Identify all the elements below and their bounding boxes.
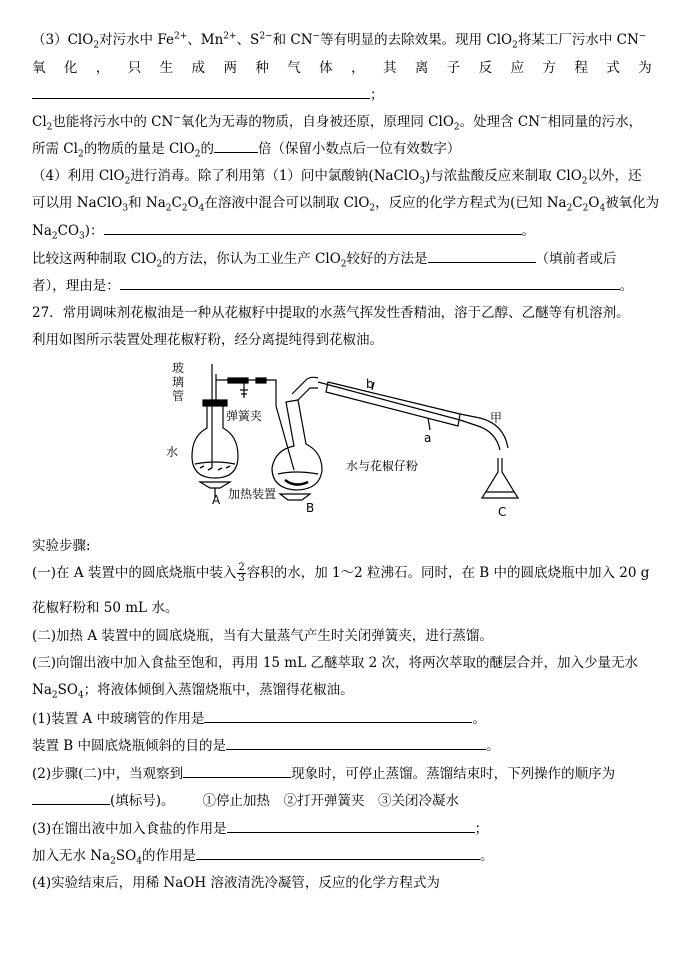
question-1 xyxy=(32,708,486,729)
char: 离 xyxy=(414,60,429,76)
text: （4）利用 ClO xyxy=(32,168,125,184)
subscript: 2 xyxy=(77,149,84,160)
label-glass-tube-2: 璃 xyxy=(172,375,185,389)
pepper-powder xyxy=(285,480,308,485)
text: (2)步骤(二)中，当观察到 xyxy=(32,766,184,782)
subscript: 4 xyxy=(599,203,606,214)
char: 生 xyxy=(159,60,174,76)
text: ； xyxy=(474,821,489,837)
text: 。 xyxy=(479,848,494,864)
text: O xyxy=(187,195,199,211)
text: 相同量的污水， xyxy=(547,114,643,130)
step1-line1 xyxy=(32,563,649,584)
step1-line2: 花椒籽粉和 50 mL 水。 xyxy=(32,600,179,616)
answer-blank[interactable] xyxy=(196,845,480,860)
text: 、Mn xyxy=(187,32,224,48)
text: 。 xyxy=(521,223,536,239)
adapter-b xyxy=(298,388,318,400)
text: C xyxy=(572,195,583,211)
text: 。处理含 CN xyxy=(459,114,541,130)
answer-blank[interactable] xyxy=(226,735,486,750)
char: 反 xyxy=(478,60,493,76)
label-c: C xyxy=(498,505,507,519)
char: 成 xyxy=(191,60,206,76)
question-2 xyxy=(32,763,615,784)
text: 所需 Cl xyxy=(32,141,78,157)
text: 的作用是 xyxy=(141,848,196,864)
superscript: − xyxy=(540,113,548,124)
q26-compare-line2 xyxy=(32,275,633,296)
text: 氧化为无毒的物质，自身被还原，原理同 ClO xyxy=(180,114,454,130)
text: 、S xyxy=(236,32,260,48)
char: 化 xyxy=(63,60,78,76)
label-b: B xyxy=(306,501,315,515)
text: CO xyxy=(57,223,80,239)
q26-part4-line2 xyxy=(32,193,659,213)
question-2-line2 xyxy=(32,790,459,811)
question-1b xyxy=(32,735,500,756)
q26-cl2-line2 xyxy=(32,138,460,159)
water-line-a xyxy=(195,462,235,464)
subscript: 2 xyxy=(566,203,573,214)
label-a: A xyxy=(212,493,221,507)
text: 的 xyxy=(200,141,214,157)
text: 倍（保留小数点后一位有效数字） xyxy=(257,141,461,157)
answer-blank[interactable] xyxy=(183,763,291,778)
superscript: 2+ xyxy=(173,31,188,42)
char: 其 xyxy=(382,60,397,76)
char: 氧 xyxy=(32,60,46,76)
text: 在溶液中混合可以制取 ClO xyxy=(204,195,370,211)
flask-a-stopper xyxy=(203,400,227,406)
text: 的物质的量是 ClO xyxy=(83,141,195,157)
text: 。 xyxy=(486,738,500,754)
q26-part3-justified-line xyxy=(32,58,652,78)
spring-clip-left xyxy=(228,378,248,383)
subscript: 3 xyxy=(419,176,426,187)
text: (1)装置 A 中玻璃管的作用是 xyxy=(32,711,205,727)
boiling-stones xyxy=(200,466,230,470)
q26-cl2-line1 xyxy=(32,112,642,132)
superscript: − xyxy=(312,31,321,42)
text: 的方法，你认为工业生产 ClO xyxy=(162,251,341,267)
subscript: 2 xyxy=(165,203,172,214)
question-3 xyxy=(32,818,488,839)
text: 和 Na xyxy=(128,195,166,211)
water-line-b xyxy=(278,472,318,474)
q26-part3-line1 xyxy=(32,30,646,50)
answer-blank[interactable] xyxy=(32,84,370,99)
text: (3)在馏出液中加入食盐的作用是 xyxy=(32,821,227,837)
subscript: 2 xyxy=(124,176,131,187)
char: 只 xyxy=(127,60,142,76)
text: 容积的水，加 1～2 粒沸石。同时，在 B 中的圆底烧瓶中加入 20 g xyxy=(246,565,650,581)
text: 装置 B 中圆底烧瓶倾斜的目的是 xyxy=(32,738,227,754)
spring-clip-right xyxy=(256,378,266,383)
text: SO xyxy=(115,848,137,864)
text: ；将液体倾倒入蒸馏烧瓶中，蒸馏得花椒油。 xyxy=(83,682,354,698)
char: 子 xyxy=(446,60,461,76)
q27-intro-line1: 27．常用调味剂花椒油是一种从花椒籽中提取的水蒸气挥发性香精油，溶于乙醇、乙醚等有机溶剂。 xyxy=(32,305,630,321)
char: 为 xyxy=(638,60,652,76)
subscript: 2 xyxy=(369,203,376,214)
text: Cl xyxy=(32,114,47,130)
char: 式 xyxy=(606,60,620,76)
subscript: 3 xyxy=(122,203,129,214)
text: 被氧化为 xyxy=(605,195,660,211)
text: 对污水中 Fe xyxy=(99,32,174,48)
text: 等有明显的去除效果。现用 ClO xyxy=(320,32,513,48)
subscript: 2 xyxy=(110,856,116,867)
char: 种 xyxy=(255,60,269,76)
stand-a xyxy=(200,482,230,488)
answer-blank[interactable] xyxy=(214,138,258,153)
inner-tube-b xyxy=(276,406,294,470)
answer-blank[interactable] xyxy=(204,708,472,723)
flask-b xyxy=(272,400,322,490)
question-4: (4)实验结束后，用稀 NaOH 溶液清洗冷凝管，反应的化学方程式为 xyxy=(32,875,440,891)
text: (填标号)。 xyxy=(110,793,175,809)
text: （3）ClO xyxy=(32,32,94,48)
q26-part4-line1 xyxy=(32,166,642,186)
subscript: 2 xyxy=(453,122,460,133)
q26-compare-line1 xyxy=(32,248,617,269)
answer-blank[interactable] xyxy=(120,275,620,290)
char: 体 xyxy=(319,60,333,76)
subscript: 2 xyxy=(181,203,188,214)
text: 。 xyxy=(472,711,486,727)
answer-blank[interactable] xyxy=(104,220,522,235)
superscript: − xyxy=(173,113,181,124)
text: 。 xyxy=(619,278,634,294)
text: 以外，还 xyxy=(587,168,642,184)
label-heating-device: 加热装置 xyxy=(228,487,277,501)
label-port-b: b xyxy=(366,377,374,391)
apparatus-figure xyxy=(160,360,520,520)
condenser-a-port xyxy=(428,418,430,430)
condenser-jacket xyxy=(326,382,460,426)
text: 进行消毒。除了利用第（1）问中氯酸钠(NaClO xyxy=(130,168,420,184)
text: (一)在 A 装置中的圆底烧瓶中装入 xyxy=(32,565,237,581)
text: 和 CN xyxy=(272,32,313,48)
superscript: − xyxy=(638,31,647,42)
text: )： xyxy=(84,223,104,239)
fraction-denominator: 3 xyxy=(238,573,245,584)
char: 程 xyxy=(574,60,588,76)
subscript: 4 xyxy=(77,690,84,701)
text: C xyxy=(171,195,182,211)
label-glass-tube-3: 管 xyxy=(172,389,185,403)
label-spring-clip: 弹簧夹 xyxy=(226,409,263,423)
text: Na xyxy=(32,682,52,698)
subscript: 2 xyxy=(46,122,53,133)
label-sample: 水与花椒仔粉 xyxy=(346,459,419,473)
text: ； xyxy=(370,87,384,103)
char: 气 xyxy=(287,60,301,76)
char: 方 xyxy=(542,60,556,76)
subscript: 2 xyxy=(51,690,58,701)
subscript: 2 xyxy=(581,176,588,187)
condenser-inner xyxy=(318,382,460,420)
label-jia: 甲 xyxy=(490,411,503,425)
answer-blank[interactable] xyxy=(428,248,536,263)
char: ， xyxy=(351,60,365,76)
adapter-b-top xyxy=(292,377,318,394)
distillation-apparatus-diagram xyxy=(160,360,520,520)
char: 两 xyxy=(223,60,237,76)
subscript: 2 xyxy=(93,40,100,51)
subscript: 2 xyxy=(51,231,58,242)
options: ①停止加热 ②打开弹簧夹 ③关闭冷凝水 xyxy=(202,793,460,809)
subscript: 2 xyxy=(582,203,589,214)
text: 也能将污水中的 CN xyxy=(52,114,174,130)
label-port-a: a xyxy=(424,431,432,445)
text: O xyxy=(588,195,600,211)
label-glass-tube-1: 玻 xyxy=(172,361,185,375)
steps-title: 实验步骤: xyxy=(32,538,91,554)
answer-blank[interactable] xyxy=(227,818,475,833)
question-3b xyxy=(32,845,493,866)
label-water: 水 xyxy=(166,445,179,459)
subscript: 4 xyxy=(136,856,142,867)
text: 可以用 NaClO xyxy=(32,195,123,211)
step2: (二)加热 A 装置中的圆底烧瓶，当有大量蒸气产生时关闭弹簧夹，进行蒸馏。 xyxy=(32,628,493,644)
step3-line1: (三)向馏出液中加入食盐至饱和，再用 15 mL 乙醚萃取 2 次，将两次萃取的醚层合并，加入少量无水 xyxy=(32,655,639,671)
text: 加入无水 Na xyxy=(32,848,111,864)
text: 将某工厂污水中 CN xyxy=(517,32,639,48)
q26-part4-line3 xyxy=(32,220,535,241)
subscript: 2 xyxy=(512,40,518,51)
step3-line2 xyxy=(32,680,354,700)
answer-blank[interactable] xyxy=(32,790,110,805)
subscript: 2 xyxy=(340,259,347,270)
text: Na xyxy=(32,223,52,239)
fraction xyxy=(237,563,245,584)
superscript: 2− xyxy=(259,31,273,42)
text: )与浓盐酸反应来制取 ClO xyxy=(425,168,582,184)
text: 者），理由是： xyxy=(32,278,120,294)
char: ， xyxy=(95,60,110,76)
char: 应 xyxy=(510,60,525,76)
text: 比较这两种制取 ClO xyxy=(32,251,157,267)
text: （填前者或后 xyxy=(535,251,617,267)
q27-intro-line2: 利用如图所示装置处理花椒籽粉，经分离提纯得到花椒油。 xyxy=(32,332,383,348)
subscript: 3 xyxy=(79,231,85,242)
superscript: 2+ xyxy=(223,31,237,42)
subscript: 2 xyxy=(156,259,163,270)
text: 较好的方法是 xyxy=(346,251,428,267)
q26-answer-line xyxy=(32,84,384,105)
subscript: 2 xyxy=(194,149,201,160)
stand-b xyxy=(280,494,310,500)
text: ，反应的化学方程式为(已知 Na xyxy=(375,195,567,211)
text: 现象时，可停止蒸馏。蒸馏结束时，下列操作的顺序为 xyxy=(291,766,616,782)
subscript: 4 xyxy=(198,203,205,214)
text: SO xyxy=(57,682,78,698)
fraction-numerator: 2 xyxy=(238,562,245,573)
